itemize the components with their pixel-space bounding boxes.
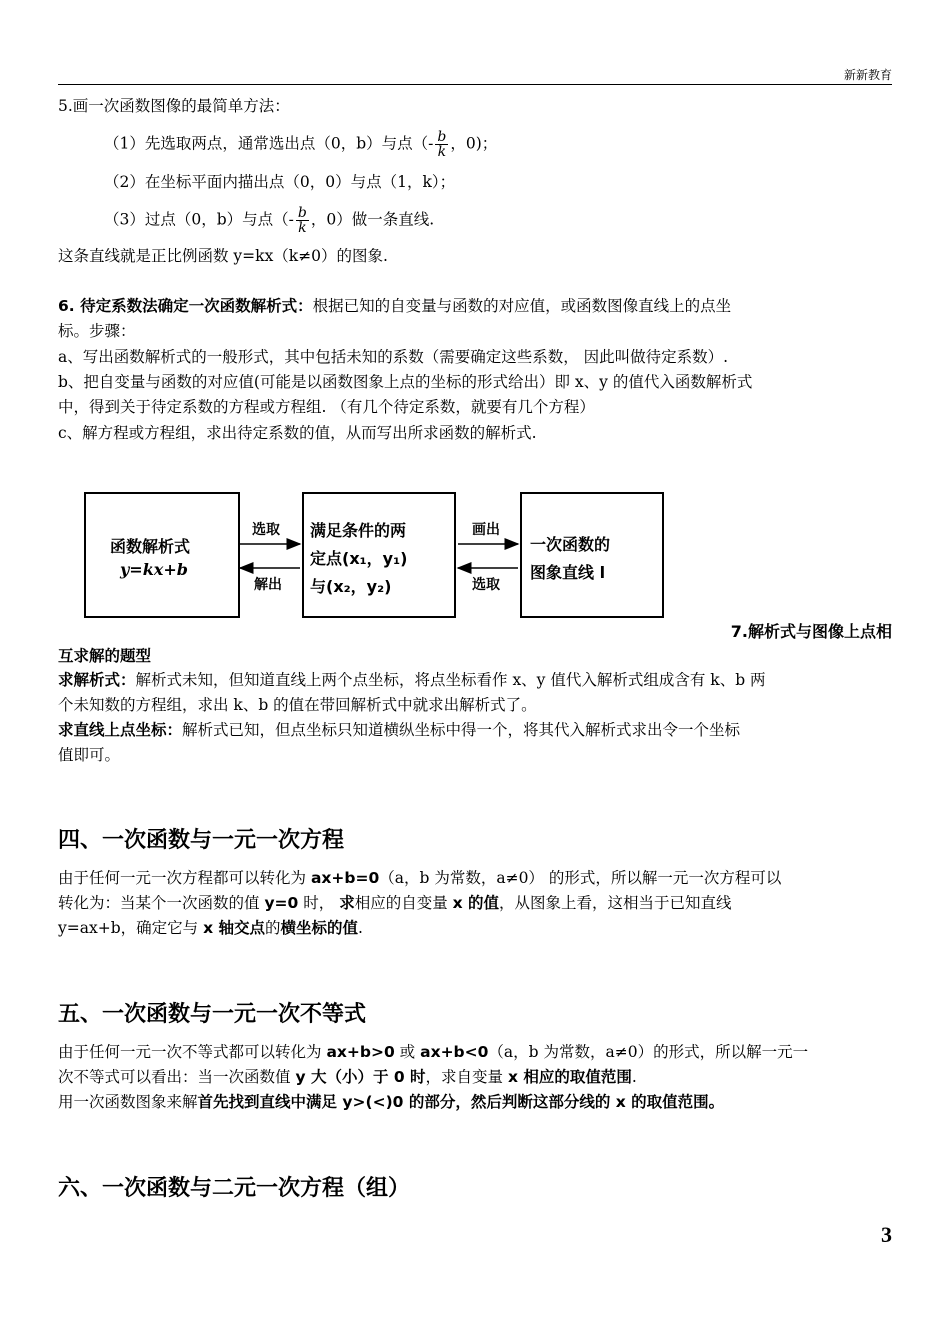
sec4-l1-b: ax+b=0	[310, 869, 380, 887]
sec5-l1-a: 由于任何一元一次不等式都可以转化为	[58, 1043, 327, 1061]
sec4-l3-b: x 轴交点	[203, 919, 265, 937]
sec4-l3-c: 的	[264, 919, 281, 937]
sec5-l2-d: x 相应的取值范围	[507, 1068, 632, 1086]
s5-step2: （2）在坐标平面内描出点（0，0）与点（1，k）；	[104, 173, 456, 191]
heading-section-5: 五、一次函数与一元一次不等式	[58, 1002, 367, 1027]
s6-step-a: a、写出函数解析式的一般形式，其中包括未知的系数（需要确定这些系数， 因此叫做待定系数）.	[58, 348, 729, 366]
sec5-l1-c: 或	[394, 1043, 421, 1061]
sec4-l2-b: y=0	[264, 894, 299, 912]
box1-line1: 函数解析式	[110, 537, 191, 556]
sec5-l2-b: y 大（小）于 0 时	[295, 1068, 426, 1086]
sec5-l1-e: （a，b 为常数，a≠0）的形式，所以解一元一	[488, 1043, 809, 1061]
sec4-l3-e: .	[358, 919, 363, 937]
s7-p2-label: 求直线上点坐标：	[58, 721, 183, 739]
s7-title-b: 互求解的题型	[58, 647, 152, 665]
sec5-l2-c: ，求自变量	[425, 1068, 508, 1086]
sec5-line2	[58, 1065, 894, 1089]
fraction-b-over-k: $\frac{b}{k}$	[297, 205, 307, 236]
s5-step3	[104, 206, 940, 235]
flow-diagram	[84, 492, 666, 618]
s6-intro-rest: 根据已知的自变量与函数的对应值，或函数图像直线上的点坐	[312, 297, 732, 315]
s5-title: 5.画一次函数图像的最简单方法：	[58, 97, 290, 115]
header-rule	[58, 84, 892, 85]
sec5-l1-b: ax+b>0	[326, 1043, 395, 1061]
sec5-l3-a: 用一次函数图象来解	[58, 1093, 198, 1111]
s5-step1-pre: （1）先选取两点，通常选出点（0，b）与点（-	[104, 134, 434, 153]
s7-p2-l2: 值即可。	[58, 746, 121, 764]
header-label: 新新教育	[843, 68, 892, 82]
s7-p2-l1	[58, 718, 894, 742]
s6-step-b2: 中，得到关于待定系数的方程或方程组. （有几个待定系数，就要有几个方程）	[58, 398, 595, 416]
box3-line1: 一次函数的	[530, 535, 611, 554]
arrow1-bottom-label: 解出	[254, 577, 282, 593]
s5-step3-pre: （3）过点（0，b）与点（-	[104, 210, 294, 229]
sec4-l2-c: 时，	[298, 894, 340, 912]
box3-line2: 图象直线 l	[530, 563, 606, 582]
fraction-b-over-k: $\frac{b}{k}$	[437, 129, 447, 160]
s7-p1-l1	[58, 668, 894, 692]
diagram-arrows	[84, 492, 666, 618]
s7-p1-text: 解析式未知，但知道直线上两个点坐标，将点坐标看作 x、y 值代入解析式组成含有 k、b 两	[135, 671, 766, 689]
sec4-l3-a: y=ax+b，确定它与	[58, 919, 204, 937]
box2-line1: 满足条件的两	[310, 521, 407, 540]
s5-conclusion: 这条直线就是正比例函数 y=kx（k≠0）的图象.	[58, 247, 388, 265]
s6-intro-line2: 标。步骤：	[58, 322, 136, 340]
heading-section-4: 四、一次函数与一元一次方程	[58, 828, 345, 853]
sec4-l2-g: ，从图象上看，这相当于已知直线	[499, 894, 732, 912]
box2-line3: 与(x₂，y₂)	[310, 577, 392, 596]
s6-intro	[58, 294, 894, 318]
arrow1-top-label: 选取	[252, 522, 280, 538]
sec5-line3	[58, 1090, 894, 1114]
sec5-line1	[58, 1040, 894, 1064]
page-number: 3	[881, 1222, 892, 1247]
sec5-l2-e: .	[631, 1068, 637, 1086]
sec5-l2-a: 次不等式可以看出：当一次函数值	[58, 1068, 296, 1086]
s7-title-a: 7.解析式与图像上点相	[730, 622, 892, 641]
s6-step-c: c、解方程或方程组，求出待定系数的值，从而写出所求函数的解析式.	[58, 424, 537, 442]
sec4-l3-d: 横坐标的值	[280, 919, 359, 937]
sec4-line2	[58, 891, 894, 915]
sec4-l2-a: 转化为：当某个一次函数的值	[58, 894, 265, 912]
sec4-line3	[58, 916, 894, 940]
sec4-l1-c: （a，b 为常数，a≠0） 的形式，所以解一元一次方程可以	[379, 869, 782, 887]
sec4-l2-d: 求	[339, 894, 355, 912]
s6-title: 6. 待定系数法确定一次函数解析式：	[58, 297, 313, 315]
s6-step-b1: b、把自变量与函数的对应值(可能是以函数图象上点的坐标的形式给出）即 x、y 的值代入函数解析式	[58, 373, 753, 391]
s7-p2-text: 解析式已知，但点坐标只知道横纵坐标中得一个，将其代入解析式求出令一个坐标	[182, 721, 741, 739]
sec4-l2-f: x 的值	[452, 894, 500, 912]
sec4-l1-a: 由于任何一元一次方程都可以转化为	[58, 869, 311, 887]
sec5-l3-b: 首先找到直线中满足 y>(<)0 的部分，然后判断这部分线的 x 的取值范围。	[197, 1093, 725, 1111]
s7-p1-l2: 个未知数的方程组，求出 k、b 的值在带回解析式中就求出解析式了。	[58, 696, 537, 714]
box1-line2: y=kx+b	[120, 560, 188, 579]
s5-step1	[104, 130, 940, 159]
arrow2-top-label: 画出	[472, 522, 500, 538]
sec4-l2-e: 相应的自变量	[354, 894, 453, 912]
s7-p1-label: 求解析式：	[58, 671, 136, 689]
box2-line2: 定点(x₁，y₁)	[310, 549, 408, 568]
sec4-line1	[58, 866, 894, 890]
arrow2-bottom-label: 选取	[472, 577, 500, 593]
s5-step1-post: ，0)；	[450, 134, 498, 153]
heading-section-6: 六、一次函数与二元一次方程（组）	[58, 1176, 411, 1201]
sec5-l1-d: ax+b<0	[420, 1043, 489, 1061]
s5-step3-post: ，0）做一条直线.	[310, 210, 435, 229]
